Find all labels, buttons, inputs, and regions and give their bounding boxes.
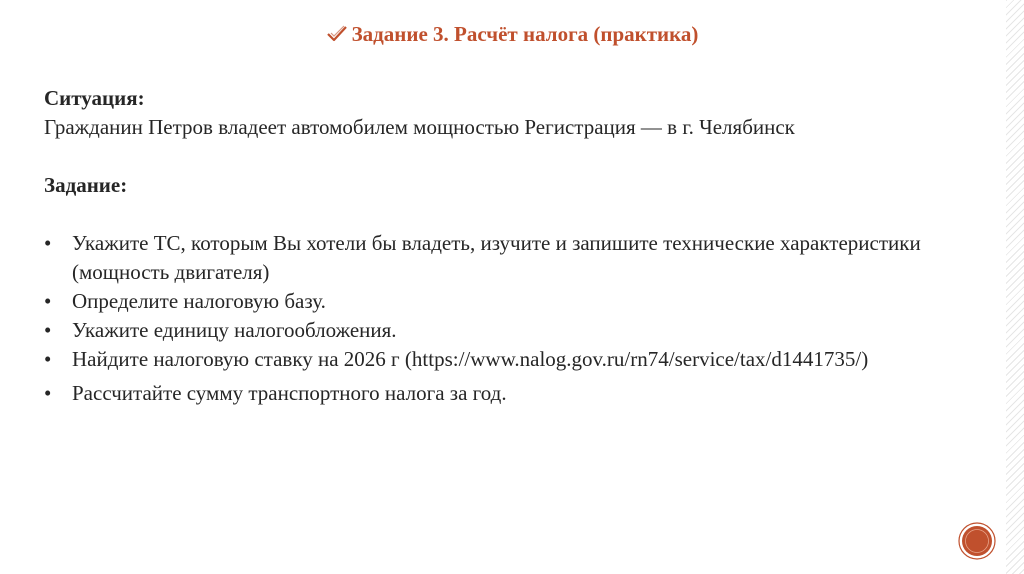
task-list-item [44,287,984,316]
spacer [44,200,984,229]
task-list [44,229,984,408]
situation-heading: Ситуация: [44,86,145,110]
task-item-text: Укажите ТС, которым Вы хотели бы владеть, изучите и запишите технические характеристики (мощность двигателя) [72,231,921,284]
page-circle-icon [958,522,996,560]
task-item-text: Найдите налоговую ставку на 2026 г (https://www.nalog.gov.ru/rn74/service/tax/d1441735/) [72,347,869,371]
task-list-item [44,345,984,374]
decorative-hatch-strip [1006,0,1024,574]
bullet: • [44,347,52,371]
task-heading: Задание: [44,173,128,197]
bullet: • [44,381,52,405]
slide-content [44,84,984,408]
check-icon [326,24,348,50]
spacer [44,142,984,171]
task-item-text: Определите налоговую базу. [72,289,326,313]
bullet: • [44,289,52,313]
slide-title [0,22,1024,50]
task-list-item [44,229,984,287]
slide-title-text: Задание 3. Расчёт налога (практика) [351,22,699,46]
task-item-text: Рассчитайте сумму транспортного налога за год. [72,381,507,405]
bullet: • [44,231,52,255]
task-item-text: Укажите единицу налогообложения. [72,318,397,342]
situation-text: Гражданин Петров владеет автомобилем мощностью Регистрация — в г. Челябинск [44,115,795,139]
task-list-item [44,316,984,345]
task-list-item [44,379,984,408]
bullet: • [44,318,52,342]
